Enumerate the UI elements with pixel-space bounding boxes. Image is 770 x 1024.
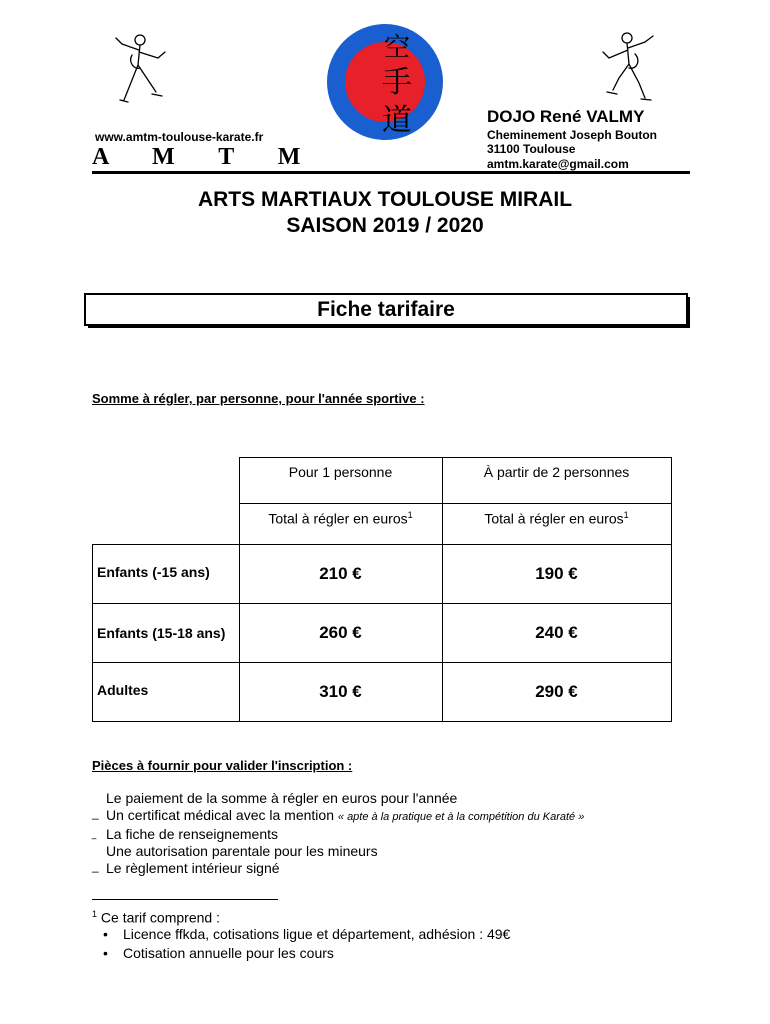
row-label: Adultes [93,663,240,722]
list-item: _ Un certificat médical avec la mention « apte à la pratique et à la compétition du Karaté » [92,806,585,823]
karate-do-logo [325,22,445,142]
table-empty-cell [93,458,240,545]
pieces-list [92,790,584,877]
price-2-persons: 290 € [442,663,671,722]
page-subtitle: SAISON 2019 / 2020 [286,214,484,237]
tariff-table [92,457,672,722]
list-item: Le paiement de la somme à régler en euros pour l'année [106,790,458,806]
karate-figure-right-icon [595,28,660,103]
table-row [93,604,672,663]
price-2-persons: 240 € [442,604,671,663]
footnote: $^1$ Ce tarif comprend : [92,909,220,926]
club-abbreviation: A M T M [92,144,320,170]
price-2-persons: 190 € [442,545,671,604]
logo-glyph-kara: 空 [383,33,411,63]
dojo-name: DOJO René VALMY [487,107,645,126]
table-header-1-person: Pour 1 personne [239,458,442,504]
header-divider [92,171,690,174]
mention-text: « apte à la pratique et à la compétition du Karaté » [337,811,585,823]
pieces-heading: Pièces à fournir pour valider l'inscription : [92,758,353,773]
logo-glyph-te: 手 [382,65,412,100]
table-subheader-2: Total à régler en euros$^1$ [442,504,671,545]
list-item: • Cotisation annuelle pour les cours [115,944,510,963]
price-1-person: 210 € [239,545,442,604]
table-row [93,663,672,722]
row-label: Enfants (-15 ans) [93,545,240,604]
logo-glyph-do: 道 [382,103,412,138]
list-item: _ Le règlement intérieur signé [92,859,280,876]
list-item: ‾ Une autorisation parentale pour les mineurs [92,837,378,859]
footnote-divider [92,899,278,900]
somme-heading: Somme à régler, par personne, pour l'année sportive : [92,391,425,406]
page-title: ARTS MARTIAUX TOULOUSE MIRAIL [197,188,573,211]
table-subheader-1: Total à régler en euros$^1$ [239,504,442,545]
table-header-2-persons: À partir de 2 personnes [442,458,671,504]
website-link[interactable]: www.amtm-toulouse-karate.fr [95,130,264,144]
price-1-person: 310 € [239,663,442,722]
price-1-person: 260 € [239,604,442,663]
email-address[interactable]: amtm.karate@gmail.com [487,157,629,171]
table-row [93,545,672,604]
fiche-title-box: Fiche tarifaire [84,293,688,326]
row-label: Enfants (15-18 ans) [93,604,240,663]
address-line-2: 31100 Toulouse [487,142,576,156]
address-line-1: Cheminement Joseph Bouton [487,128,658,142]
footnote-bullets [115,925,510,963]
list-item: • Licence ffkda, cotisations ligue et département, adhésion : 49€ [115,925,510,944]
list-item: La fiche de renseignements [106,826,278,842]
karate-figure-left-icon [110,30,175,105]
